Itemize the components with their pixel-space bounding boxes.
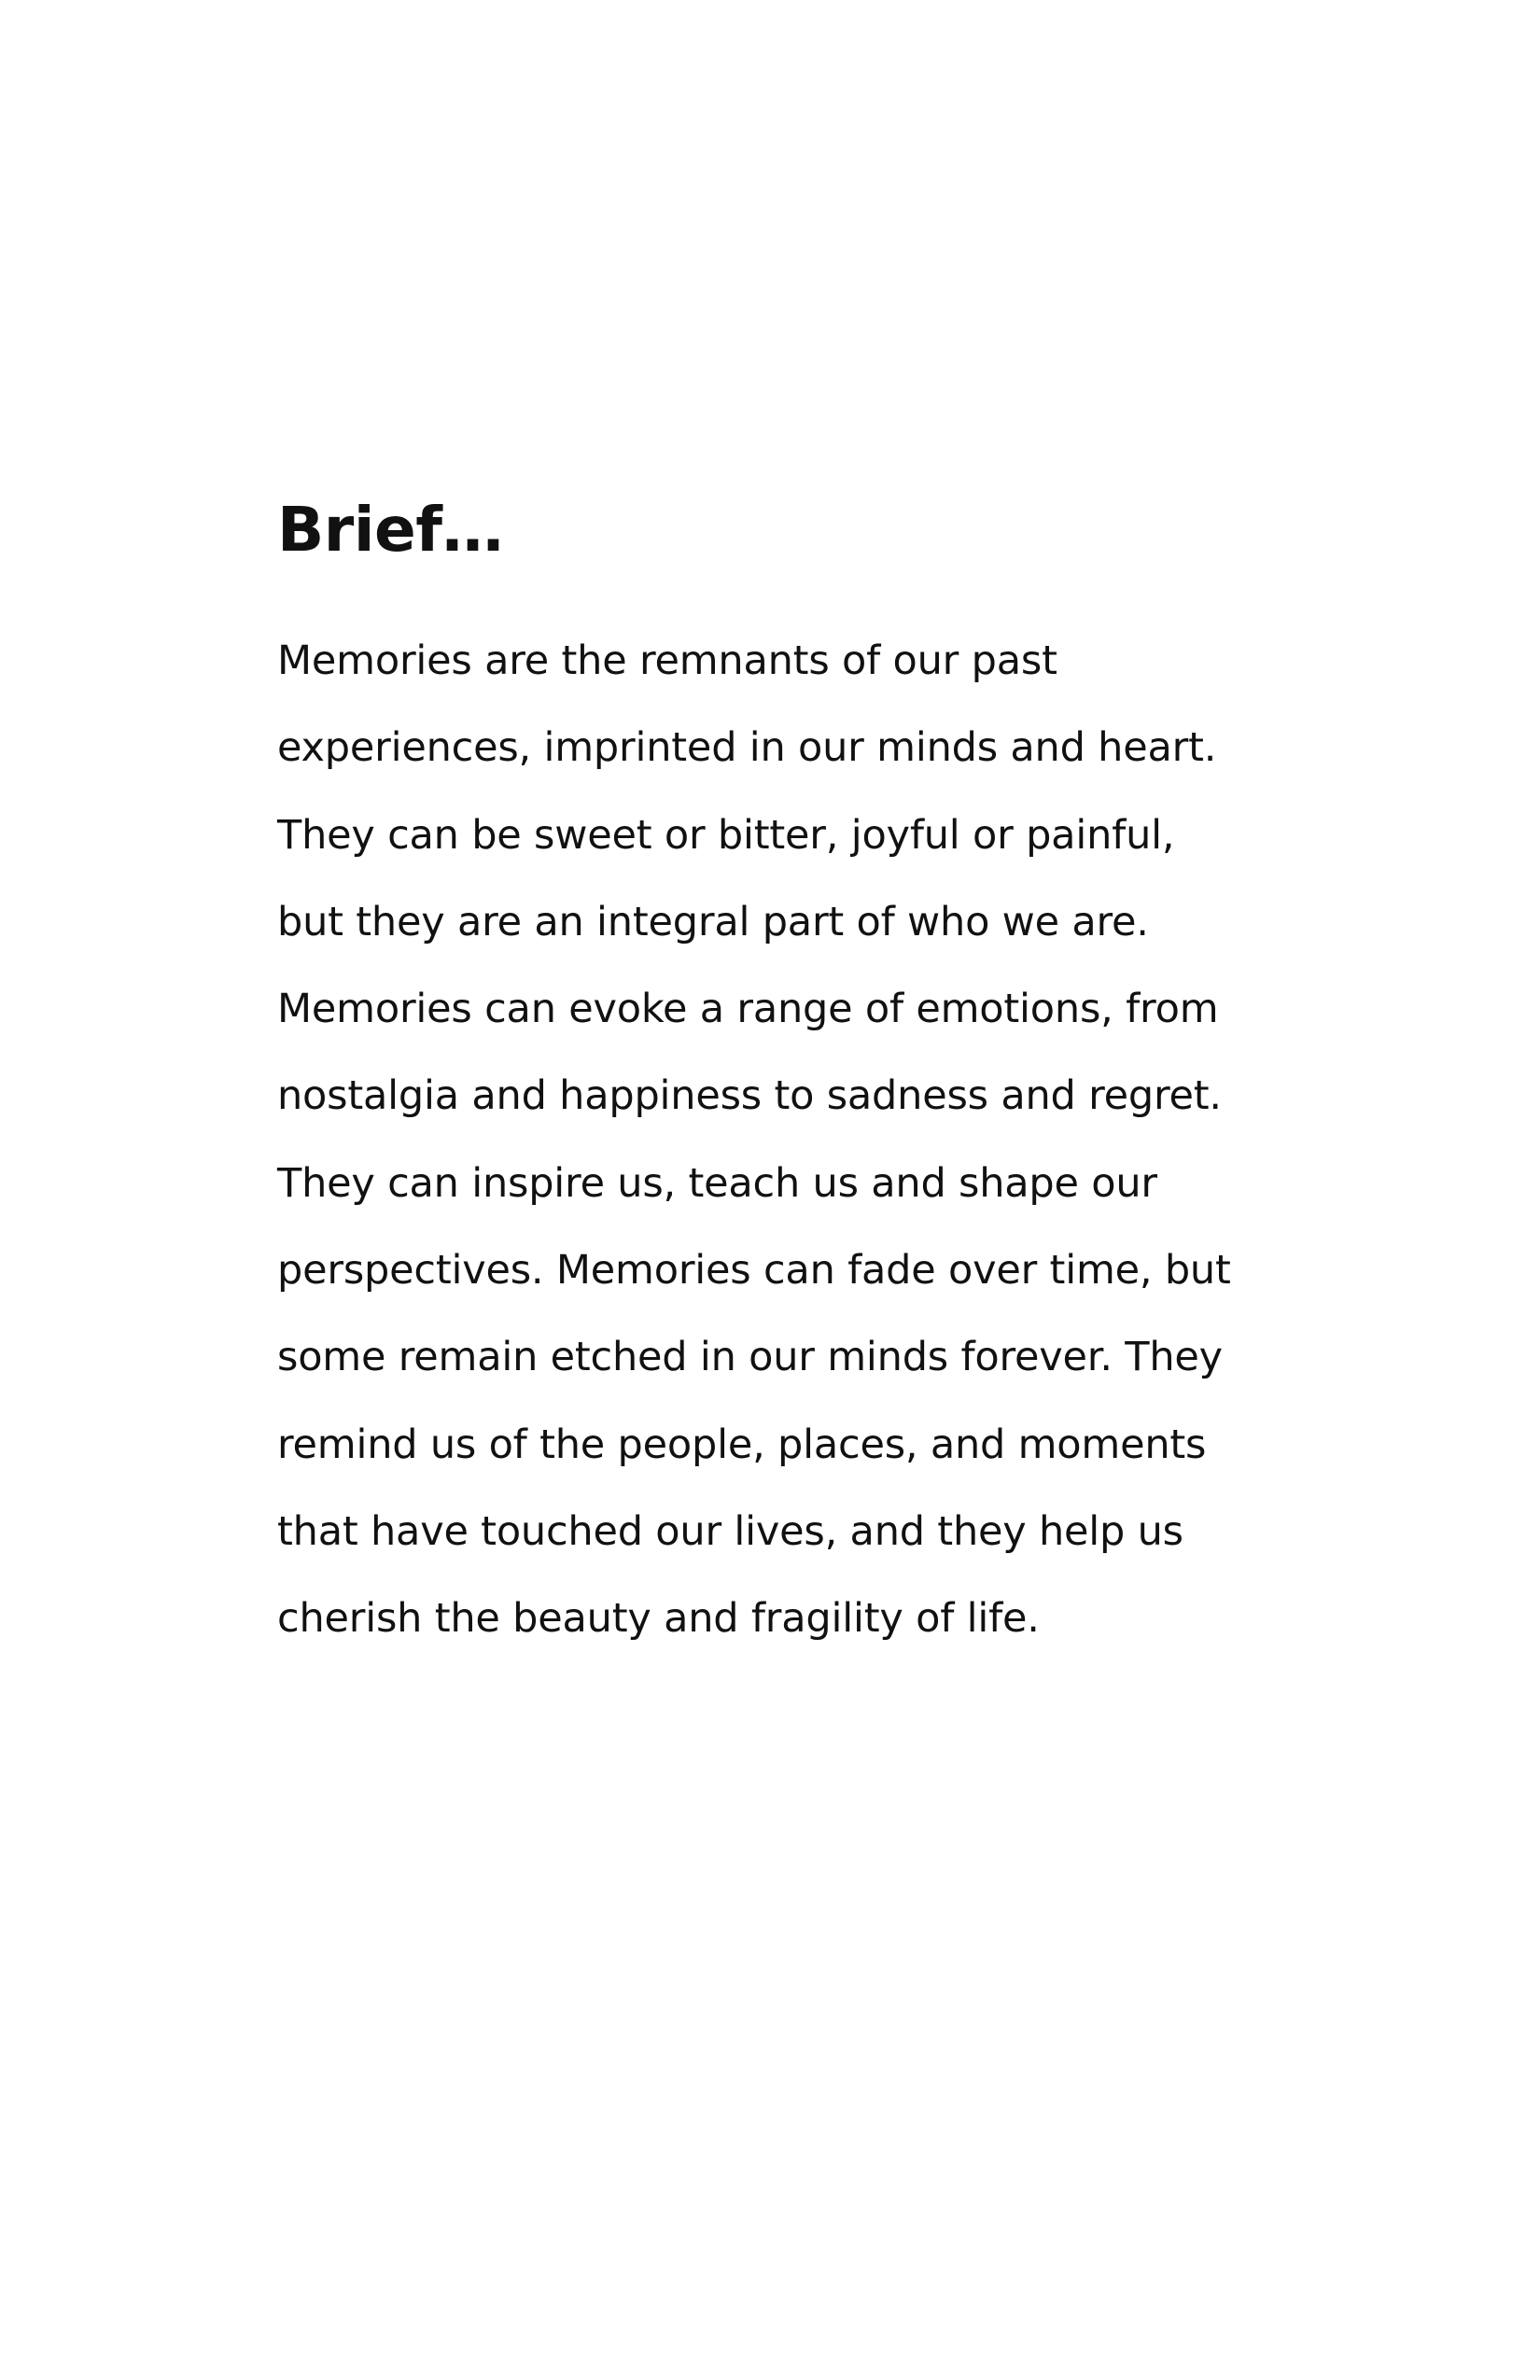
text-line: nostalgia and happiness to sadness and regret.: [277, 1072, 1222, 1120]
text-line: They can be sweet or bitter, joyful or painful,: [277, 811, 1175, 859]
text-line: They can inspire us, teach us and shape our: [277, 1159, 1157, 1207]
body-text: [277, 635, 1304, 1680]
text-line: experiences, imprinted in our minds and heart.: [277, 724, 1217, 772]
page-title: Brief…: [277, 494, 503, 566]
text-line: cherish the beauty and fragility of life.: [277, 1595, 1040, 1643]
text-line: Memories can evoke a range of emotions, from: [277, 986, 1219, 1033]
text-line: but they are an integral part of who we are.: [277, 898, 1149, 945]
text-line: some remain etched in our minds forever. They: [277, 1334, 1223, 1381]
text-line: perspectives. Memories can fade over time, but: [277, 1247, 1231, 1295]
text-line: that have touched our lives, and they help us: [277, 1507, 1183, 1555]
text-line: Memories are the remnants of our past: [277, 637, 1057, 684]
text-line: remind us of the people, places, and moments: [277, 1421, 1207, 1468]
